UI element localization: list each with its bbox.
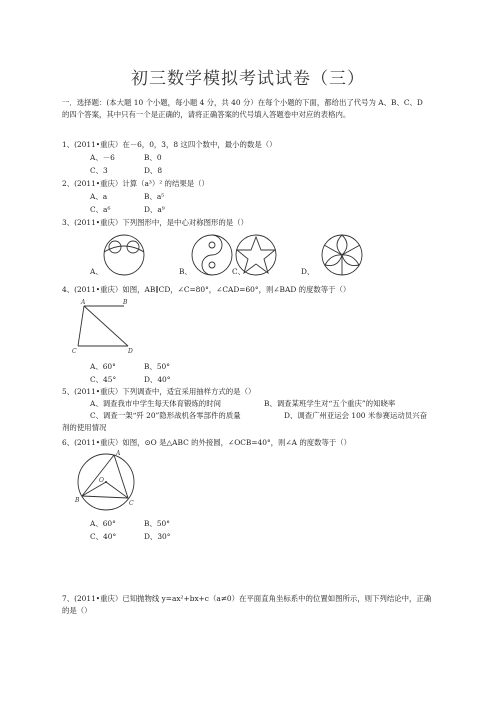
q1-option-c: C、3: [90, 166, 108, 175]
question-1-stem: 1、(2011•重庆）在－6，0，3，8 这四个数中，最小的数是（）: [62, 140, 277, 149]
q4-option-d: D、40°: [144, 375, 171, 384]
question-6-stem: 6、(2011•重庆）如图，⊙O 是△ABC 的外接圆，∠OCB=40°，则∠A 的度数等于（）: [62, 438, 352, 447]
q6-label-o: O: [99, 477, 104, 484]
q3-option-d: D、: [301, 267, 315, 276]
question-5-stem: 5、(2011•重庆）下列调查中，适宜采用抽样方式的是（）: [62, 387, 256, 396]
q6-option-b: B、50°: [144, 519, 170, 528]
question-7-stem: 7、(2011•重庆）已知抛物线 y=ax²+bx+c（a≠0）在平面直角坐标系中的位置如图所示，则下列结论中，正确的是（）: [62, 594, 432, 615]
q2-option-c: C、a⁶: [90, 205, 111, 214]
q2-option-b: B、a⁵: [144, 192, 165, 201]
q4-option-c: C、45°: [90, 375, 117, 384]
q2-option-a: A、a: [90, 192, 108, 201]
q1-option-b: B、0: [144, 153, 162, 162]
q4-label-c: C: [72, 348, 77, 355]
q3-option-c: C、: [232, 267, 246, 276]
q4-option-b: B、50°: [144, 362, 170, 371]
question-3-stem: 3、(2011•重庆）下列图形中，是中心对称图形的是（）: [62, 218, 248, 227]
q5-option-a: A、调查我市中学生每天体育锻炼的时间: [90, 399, 221, 408]
q4-label-a: A: [81, 299, 86, 306]
q3-figure-a: [104, 235, 144, 275]
page-title: 初三数学模拟考试试卷（三）: [131, 69, 365, 89]
q6-option-c: C、40°: [90, 532, 117, 541]
q5-option-d: D、调查广州亚运会 100 米参赛运动员兴奋剂的使用情况: [62, 411, 427, 432]
q3-figure-d: [322, 235, 362, 275]
q4-figure: [68, 296, 138, 358]
q4-label-d: D: [128, 348, 133, 355]
q6-label-c: C: [129, 500, 134, 507]
q6-figure: [68, 448, 148, 516]
question-2-stem: 2、(2011•重庆）计算（a³）² 的结果是（）: [62, 179, 209, 188]
question-4-stem: 4、(2011•重庆）如图，AB∥CD，∠C=80°，∠CAD=60°，则∠BAD 的度数等于（）: [62, 285, 351, 294]
q1-option-d: D、8: [144, 166, 163, 175]
q1-option-a: A、－6: [90, 153, 115, 162]
q2-option-d: D、a⁹: [144, 205, 165, 214]
q5-option-c: C、调查一架“歼 20”隐形战机各零部件的质量: [90, 411, 241, 420]
q3-figure-b: [192, 235, 232, 275]
q5-option-b: B、调查某班学生对“五个重庆”的知晓率: [264, 399, 396, 408]
q3-figures: [88, 232, 428, 280]
q4-option-a: A、60°: [90, 362, 116, 371]
q6-label-b: B: [75, 497, 80, 504]
q4-label-b: B: [123, 299, 128, 306]
q6-option-a: A、60°: [90, 519, 116, 528]
q6-label-a: A: [116, 450, 121, 457]
q3-option-a: A、: [90, 267, 103, 276]
section-intro: 一．选择题：(本大题 10 个小题，每小题 4 分，共 40 分）在每个小题的下面，都给出了代号为 A、B、C、D 的四个答案，其中只有一个是正确的，请将正确答案的代号填入答题卷中对应的表格内。: [62, 98, 423, 119]
q6-option-d: D、30°: [144, 532, 171, 541]
q3-option-b: B、: [179, 267, 192, 276]
